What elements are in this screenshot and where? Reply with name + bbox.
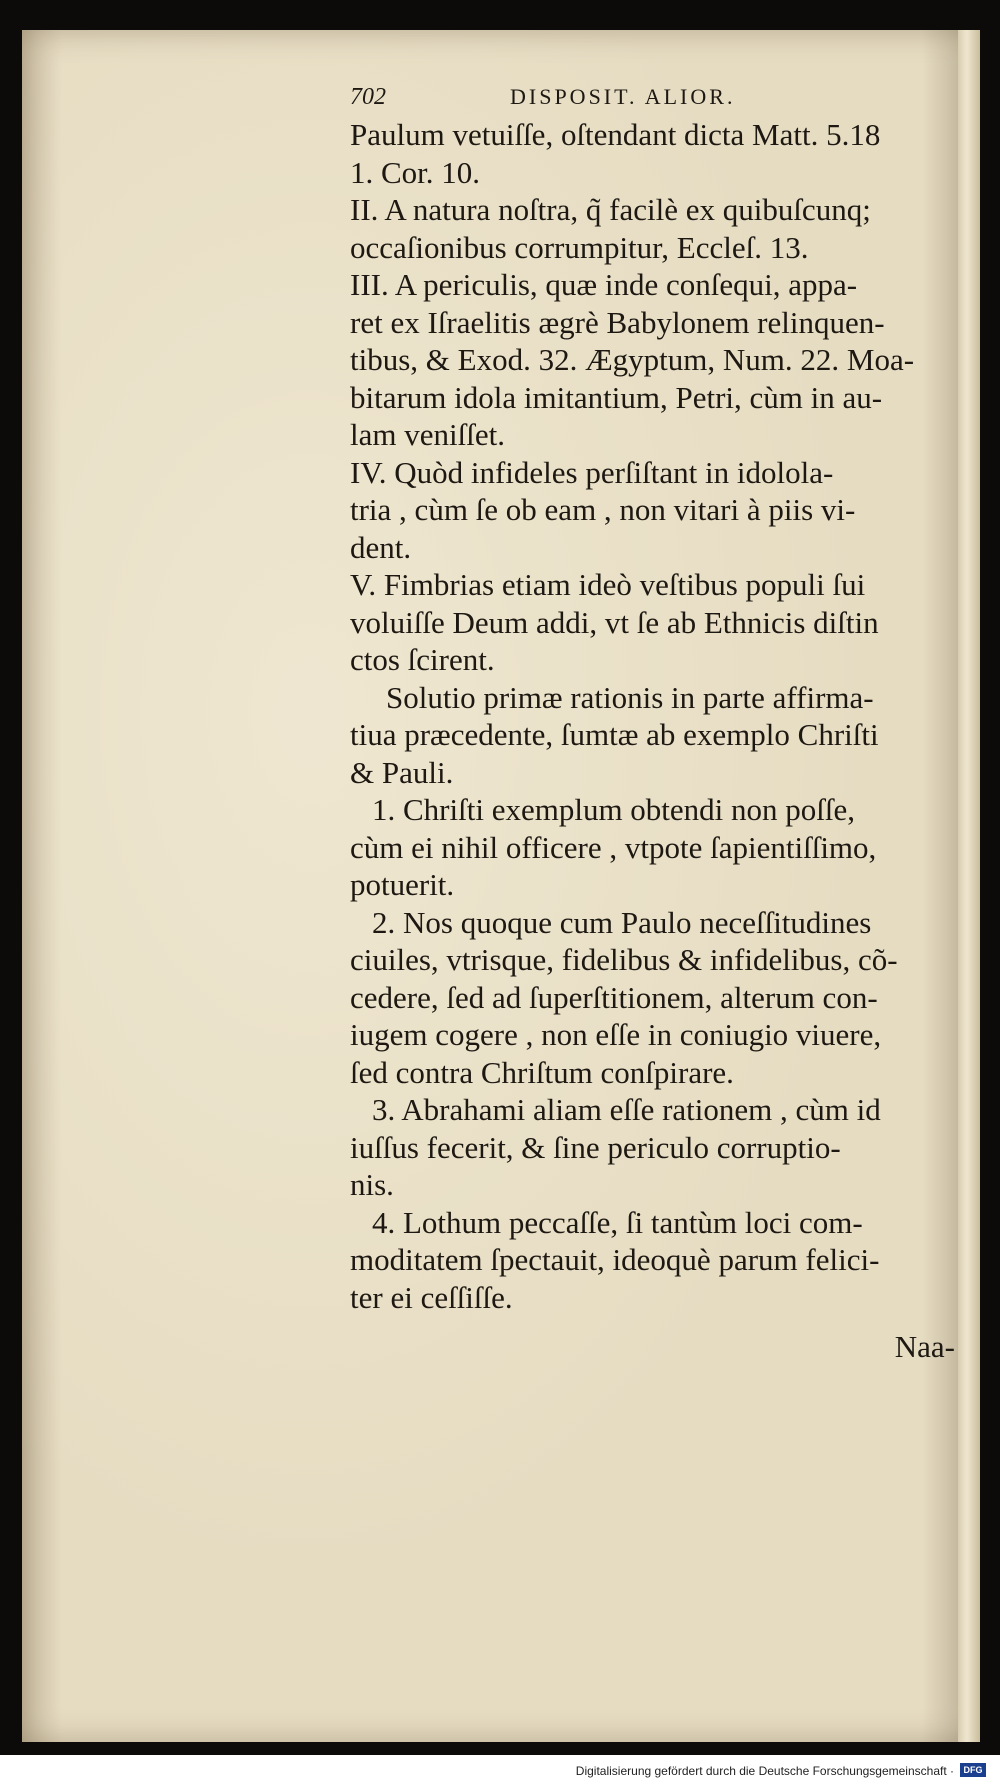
page-number: 702 [350,84,386,110]
text-line: tria , cùm ſe ob eam , non vitari à piis vi- [350,492,856,527]
text-line: occaſionibus corrumpitur, Eccleſ. 13. [350,229,809,265]
footer-credit: Digitalisierung gefördert durch die Deutsche Forschungsgemeinschaft · [575,1764,954,1778]
text-line: iuſſus fecerit, & ſine periculo corruptio- [350,1129,841,1165]
text-line: moditatem ſpectauit, ideoquè parum felici- [350,1242,880,1277]
text-line: III. A periculis, quæ inde conſequi, appa- [350,267,858,302]
text-line: voluiſſe Deum addi, vt ſe ab Ethnicis diſtin [350,604,879,640]
text-line: V. Fimbrias etiam ideò veſtibus populi ſui [350,567,866,602]
text-line: bitarum idola imitantium, Petri, cùm in au- [350,379,883,415]
text-line: ter ei ceſſiſſe. [350,1279,513,1315]
running-head [350,82,965,112]
text-line: ciuiles, vtrisque, fidelibus & infidelibus, cõ- [350,942,898,977]
text-line: tiua præcedente, ſumtæ ab exemplo Chriſti [350,717,879,752]
text-line: lam veniſſet. [350,417,505,452]
text-line: 1. Cor. 10. [350,154,481,190]
text-line: nis. [350,1167,394,1202]
text-line: ctos ſcirent. [350,642,495,677]
text-line: tibus, & Exod. 32. Ægyptum, Num. 22. Moa- [350,342,915,377]
text-line: ſed contra Chriſtum conſpirare. [350,1054,734,1090]
footer-bar [0,1755,1000,1788]
dfg-logo-icon: DFG [960,1763,986,1777]
text-line: IV. Quòd infideles perſiſtant in idolola- [350,454,834,490]
text-line: 3. Abrahami aliam eſſe rationem , cùm id [372,1092,881,1127]
text-line: iugem cogere , non eſſe in coniugio viuere, [350,1017,882,1052]
text-line: & Pauli. [350,754,454,790]
text-line: 1. Chriſti exemplum obtendi non poſſe, [372,792,856,827]
text-line: dent. [350,529,412,565]
text-line: 4. Lothum peccaſſe, ſi tantùm loci com- [372,1204,863,1240]
text-line: cùm ei nihil officere , vtpote ſapientiſſimo, [350,829,877,865]
text-line: ret ex Iſraelitis ægrè Babylonem relinquen- [350,304,885,340]
text-line: II. A natura noſtra, q̃ facilè ex quibuſcunq; [350,192,871,227]
text-line: 2. Nos quoque cum Paulo neceſſitudines [372,904,872,940]
text-line: Paulum vetuiſſe, oſtendant dicta Matt. 5.18 [350,117,881,152]
text-block [350,82,965,1366]
running-title: DISPOSIT. ALIOR. [510,84,736,109]
text-line: Solutio primæ rationis in parte affirma- [386,679,874,715]
text-line: cedere, ſed ad ſuperſtitionem, alterum con- [350,979,878,1015]
catchword: Naa- [894,1329,955,1364]
text-line: potuerit. [350,867,455,902]
